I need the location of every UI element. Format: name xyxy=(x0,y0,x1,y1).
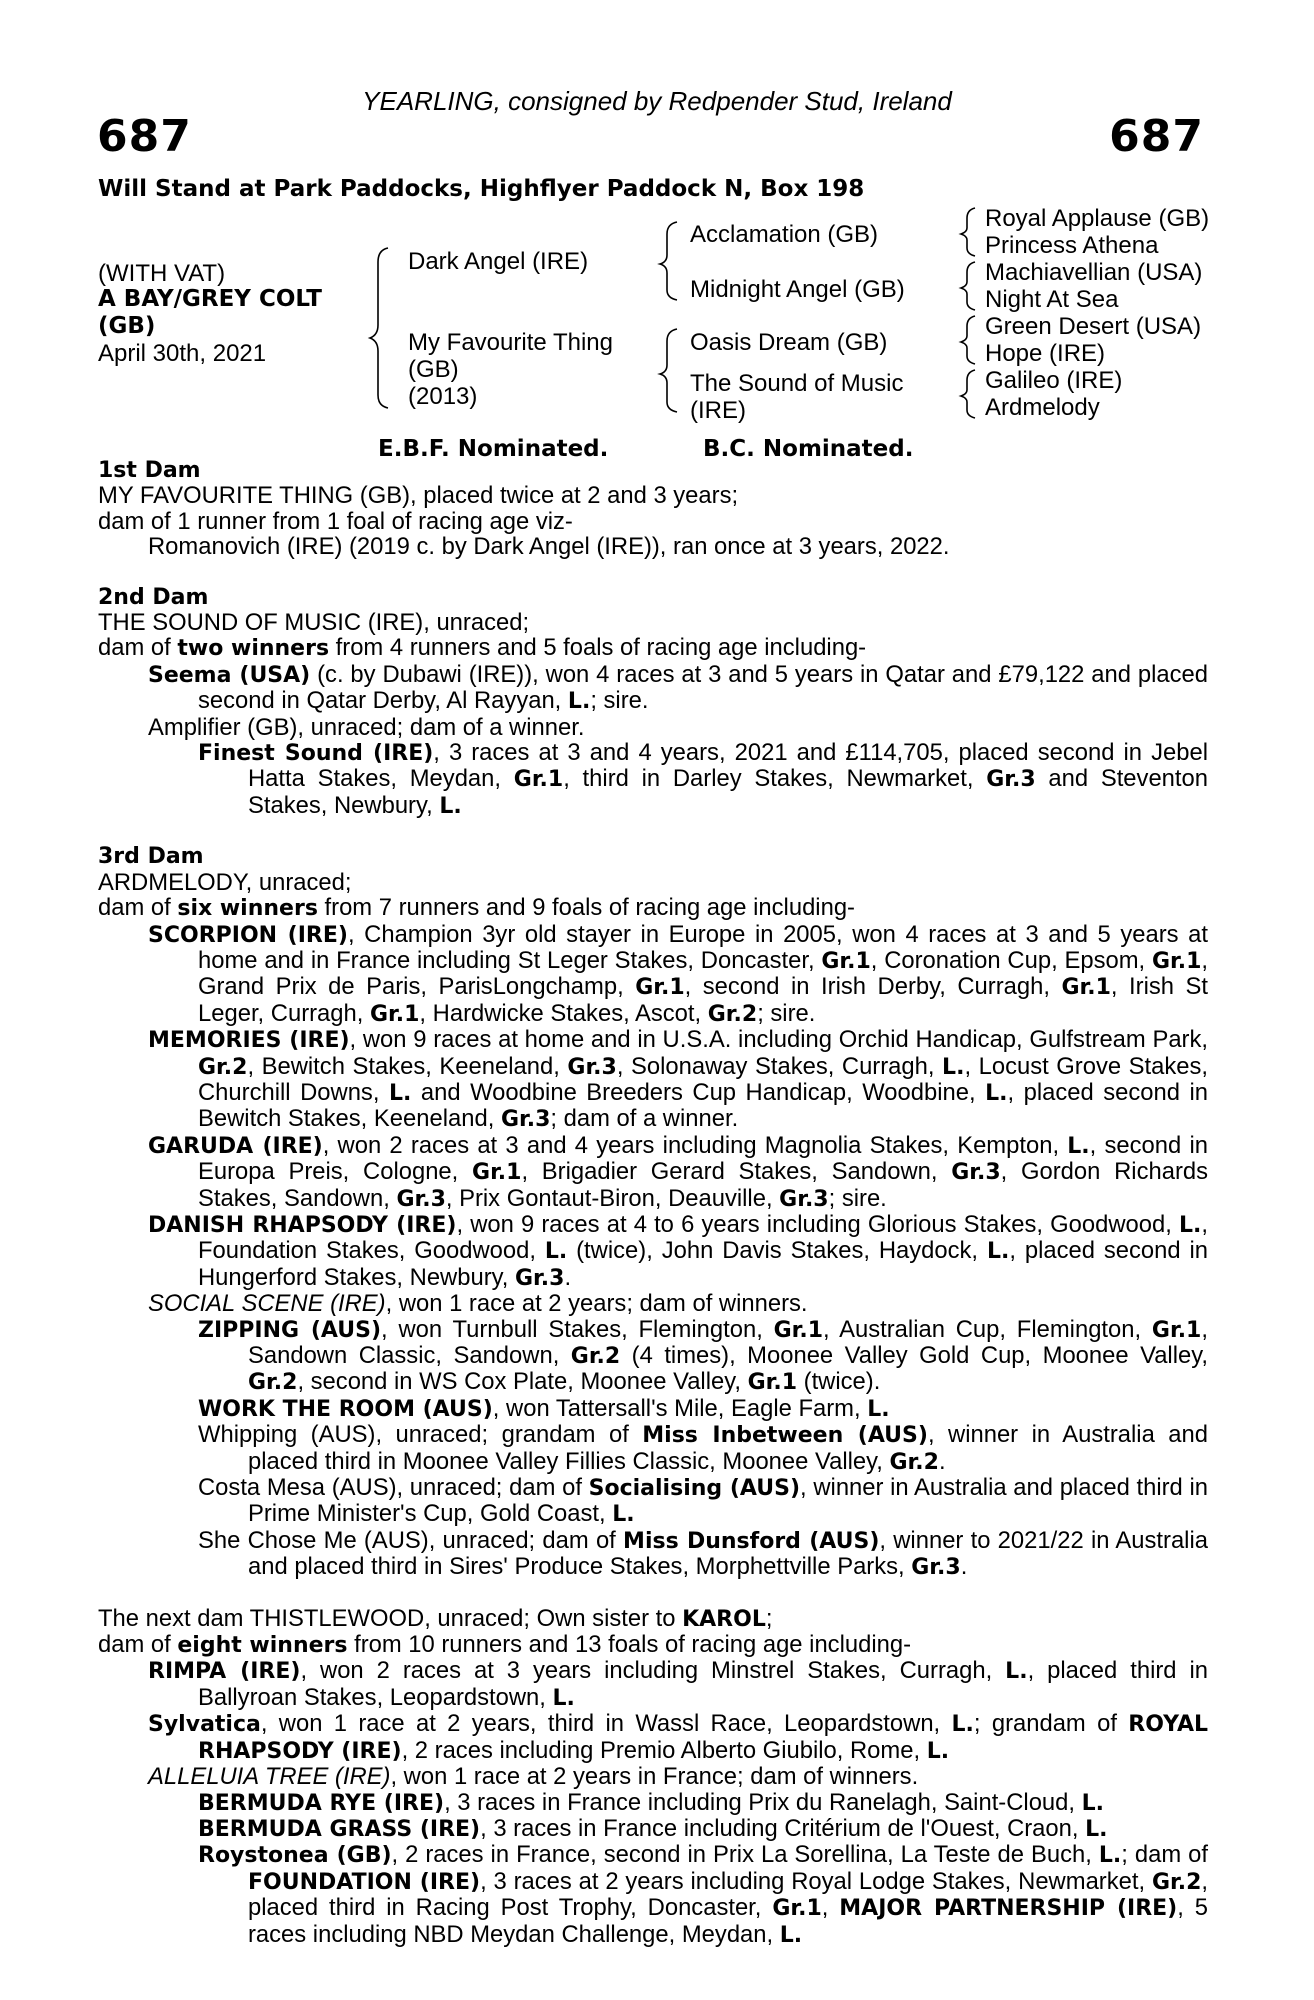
next-dam-line: The next dam THISTLEWOOD, unraced; Own sister to KAROL; xyxy=(98,1604,773,1632)
foaling-date: April 30th, 2021 xyxy=(98,340,267,367)
brace-dam xyxy=(660,329,677,412)
vat-note: (WITH VAT) xyxy=(98,260,226,287)
list-item: Costa Mesa (AUS), unraced; dam of Socialising (AUS), winner in Australia and placed third in Prime Minister's Cup, Gold Coast, L. xyxy=(198,1474,1208,1528)
third-dam-heading: 3rd Dam xyxy=(98,844,204,870)
sire-dam: Midnight Angel (GB) xyxy=(690,276,905,303)
dam-dam: The Sound of Music xyxy=(690,370,904,397)
catalogue-body xyxy=(98,458,1208,1948)
list-item: ALLELUIA TREE (IRE), won 1 race at 2 years in France; dam of winners. xyxy=(148,1763,919,1791)
list-item: DANISH RHAPSODY (IRE), won 9 races at 4 to 6 years including Glorious Stakes, Goodwood, L., Foundation Stakes, Goodwood, L. (twice), John Davis Stakes, Haydock, L., placed second in Hungerford Stakes, Newbury, Gr.3. xyxy=(148,1210,1208,1291)
grandsire-4: Galileo (IRE) xyxy=(985,367,1123,394)
granddam-1: Princess Athena xyxy=(985,232,1159,259)
list-item: Whipping (AUS), unraced; grandam of Miss Inbetween (AUS), winner in Australia and placed third in Moonee Valley Fillies Classic, Moonee Valley, Gr.2. xyxy=(198,1421,1208,1475)
third-dam-line: ARDMELODY, unraced; xyxy=(98,868,352,896)
list-item: RIMPA (IRE), won 2 races at 3 years including Minstrel Stakes, Curragh, L., placed third in Ballyroan Stakes, Leopardstown, L. xyxy=(148,1657,1209,1711)
dam-sire: Oasis Dream (GB) xyxy=(690,329,888,356)
granddam-4: Ardmelody xyxy=(985,394,1100,421)
grandsire-2: Machiavellian (USA) xyxy=(985,259,1203,286)
bc-nomination: B.C. Nominated. xyxy=(703,436,914,462)
list-item: Amplifier (GB), unraced; dam of a winner. xyxy=(148,713,585,741)
second-dam-heading: 2nd Dam xyxy=(98,584,209,610)
sire-name: Dark Angel (IRE) xyxy=(408,248,589,275)
list-item: ZIPPING (AUS), won Turnbull Stakes, Flemington, Gr.1, Australian Cup, Flemington, Gr.1, Sandown Classic, Sandown, Gr.2 (4 times), Moonee Valley Gold Cup, Moonee Valley, Gr.2, second in WS Cox Plate, Moonee Valley, Gr.1 (twice). xyxy=(198,1315,1208,1396)
dam-year: (2013) xyxy=(408,383,478,410)
dam-dam-country: (IRE) xyxy=(690,397,746,424)
ebf-nomination: E.B.F. Nominated. xyxy=(378,436,609,462)
lot-number-right: 687 xyxy=(1109,111,1204,162)
consignment-line: YEARLING, consigned by Redpender Stud, Ireland xyxy=(362,86,952,116)
granddam-2: Night At Sea xyxy=(985,286,1119,313)
stand-location: Will Stand at Park Paddocks, Highflyer Paddock N, Box 198 xyxy=(98,176,865,202)
sire-sire: Acclamation (GB) xyxy=(690,221,879,248)
list-item: GARUDA (IRE), won 2 races at 3 and 4 years including Magnolia Stakes, Kempton, L., second in Europa Preis, Cologne, Gr.1, Brigadier Gerard Stakes, Sandown, Gr.3, Gordon Richards Stakes, Sandown, Gr.3, Prix Gontaut-Biron, Deauville, Gr.3; sire. xyxy=(148,1131,1208,1212)
list-item: SCORPION (IRE), Champion 3yr old stayer in Europe in 2005, won 4 races at 3 and 5 years at home and in France including St Leger Stakes, Doncaster, Gr.1, Coronation Cup, Epsom, Gr.1, Grand Prix de Paris, ParisLongchamp, Gr.1, second in Irish Derby, Curragh, Gr.1, Irish St Leger, Curragh, Gr.1, Hardwicke Stakes, Ascot, Gr.2; sire. xyxy=(148,920,1209,1027)
dam-country: (GB) xyxy=(408,356,459,383)
first-dam-heading: 1st Dam xyxy=(98,458,201,483)
brace-g1 xyxy=(961,208,975,256)
horse-description: A BAY/GREY COLT xyxy=(98,286,322,312)
second-dam-produce: dam of two winners from 4 runners and 5 foals of racing age including- xyxy=(98,634,867,662)
brace-g4 xyxy=(961,370,975,418)
list-item: MEMORIES (IRE), won 9 races at home and in U.S.A. including Orchid Handicap, Gulfstream Park, Gr.2, Bewitch Stakes, Keeneland, Gr.3, Solonaway Stakes, Curragh, L., Locust Grove Stakes, Churchill Downs, L. and Woodbine Breeders Cup Handicap, Woodbine, L., placed second in Bewitch Stakes, Keeneland, Gr.3; dam of a winner. xyxy=(148,1026,1208,1133)
list-item: SOCIAL SCENE (IRE), won 1 race at 2 years; dam of winners. xyxy=(148,1290,808,1318)
next-dam-produce: dam of eight winners from 10 runners and 13 foals of racing age including- xyxy=(98,1631,912,1659)
list-item: Finest Sound (IRE), 3 races at 3 and 4 years, 2021 and £114,705, placed second in Jebel Hatta Stakes, Meydan, Gr.1, third in Darley Stakes, Newmarket, Gr.3 and Steventon Stakes, Newbury, L. xyxy=(198,739,1208,819)
list-item: BERMUDA RYE (IRE), 3 races in France including Prix du Ranelagh, Saint-Cloud, L. xyxy=(198,1788,1105,1816)
first-dam-produce: dam of 1 runner from 1 foal of racing age viz- xyxy=(98,507,573,535)
list-item: WORK THE ROOM (AUS), won Tattersall's Mile, Eagle Farm, L. xyxy=(198,1394,890,1422)
brace-sire xyxy=(660,222,677,300)
lot-number-left: 687 xyxy=(97,111,192,162)
grandsire-1: Royal Applause (GB) xyxy=(985,205,1210,232)
third-dam-produce: dam of six winners from 7 runners and 9 foals of racing age including- xyxy=(98,894,855,922)
first-dam-foal: Romanovich (IRE) (2019 c. by Dark Angel (IRE)), ran once at 3 years, 2022. xyxy=(148,533,950,561)
grandsire-3: Green Desert (USA) xyxy=(985,313,1202,340)
dam-name: My Favourite Thing xyxy=(408,329,613,356)
brace-g2 xyxy=(961,262,975,310)
brace-g3 xyxy=(961,316,975,364)
brace-sire-dam xyxy=(370,248,388,408)
list-item: Seema (USA) (c. by Dubawi (IRE)), won 4 races at 3 and 5 years in Qatar and £79,122 and placed second in Qatar Derby, Al Rayyan, L.; sire. xyxy=(148,660,1208,715)
list-item: Sylvatica, won 1 race at 2 years, third in Wassl Race, Leopardstown, L.; grandam of ROYAL RHAPSODY (IRE), 2 races including Premio Alberto Giubilo, Rome, L. xyxy=(148,1710,1208,1764)
first-dam-line: MY FAVOURITE THING (GB), placed twice at 2 and 3 years; xyxy=(98,482,739,510)
list-item: She Chose Me (AUS), unraced; dam of Miss Dunsford (AUS), winner to 2021/22 in Australia and placed third in Sires' Produce Stakes, Morphettville Parks, Gr.3. xyxy=(198,1526,1208,1581)
granddam-3: Hope (IRE) xyxy=(985,340,1106,367)
list-item: Roystonea (GB), 2 races in France, second in Prix La Sorellina, La Teste de Buch, L.; dam of FOUNDATION (IRE), 3 races at 2 years including Royal Lodge Stakes, Newmarket, Gr.2, placed third in Racing Post Trophy, Doncaster, Gr.1, MAJOR PARTNERSHIP (IRE), 5 races including NBD Meydan Challenge, Meydan, L. xyxy=(198,1841,1208,1948)
second-dam-line: THE SOUND OF MUSIC (IRE), unraced; xyxy=(98,609,530,637)
list-item: BERMUDA GRASS (IRE), 3 races in France including Critérium de l'Ouest, Craon, L. xyxy=(198,1814,1108,1842)
horse-country: (GB) xyxy=(98,313,156,339)
